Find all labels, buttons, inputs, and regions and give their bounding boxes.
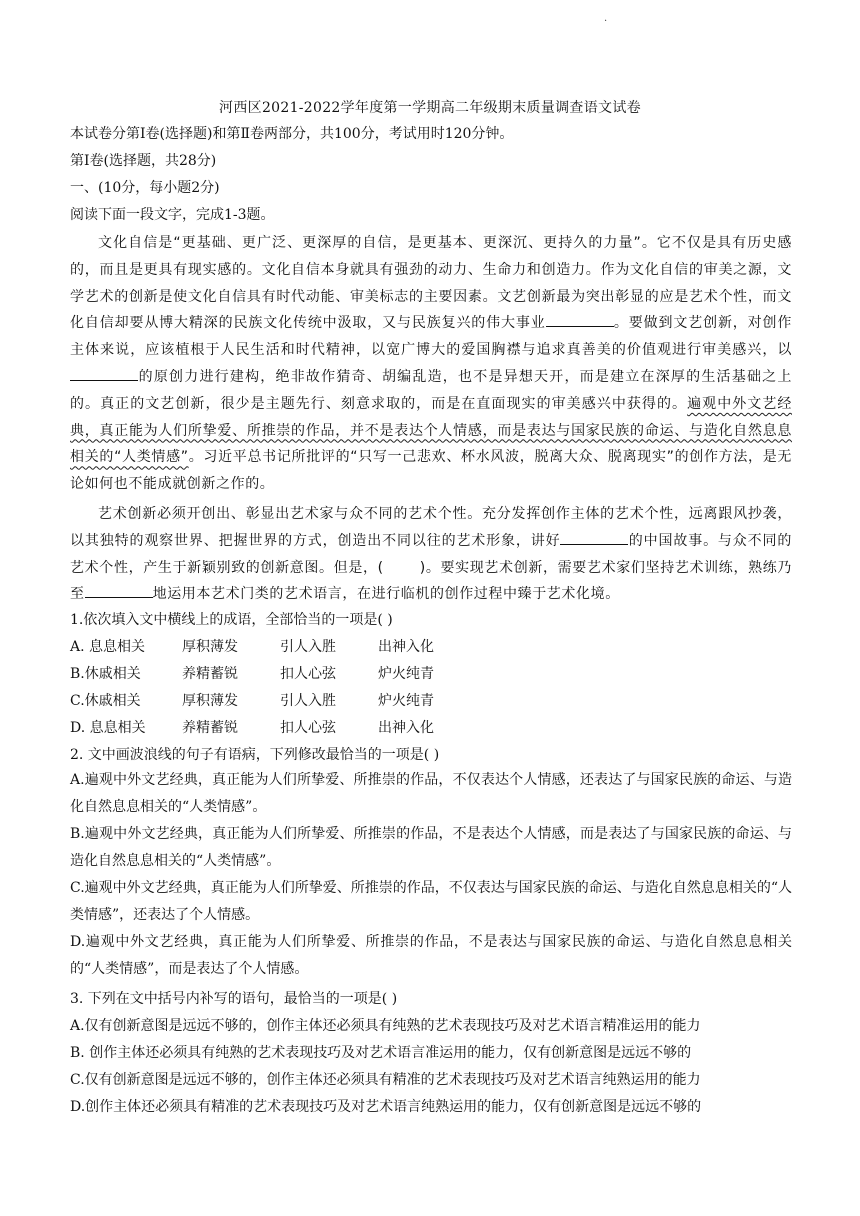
- header-dot: .: [604, 13, 608, 24]
- wavy-underlined-sentence: 遍观中外文艺经典，真正能为人们所挚爱、所推崇的作品，并不是表达个人情感，而是表达与国家民族的命运、与造化自然息息相关的“人类情感”: [70, 395, 792, 466]
- part-heading: 一、(10分，每小题2分): [70, 180, 220, 196]
- question-3-option-d: D.创作主体还必须具有精准的艺术表现技巧及对艺术语言纯熟运用的能力，仅有创新意图是远远不够的: [70, 1099, 702, 1115]
- fill-blank-1: [546, 310, 614, 327]
- question-2-option-c: C.遍观中外文艺经典，真正能为人们所挚爱、所推崇的作品，不仅表达与国家民族的命运、与造化自然息息相关的“人类情感”，还表达了个人情感。: [70, 880, 792, 923]
- question-2-option-d: D.遍观中外文艺经典，真正能为人们所挚爱、所推崇的作品，不是表达与国家民族的命运、与造化自然息息相关的“人类情感”，而是表达了个人情感。: [70, 934, 792, 977]
- option-text: 出神入化: [378, 639, 434, 655]
- fill-blank-2: [70, 364, 138, 381]
- option-text: 出神入化: [378, 720, 434, 736]
- passage-text: 地运用本艺术门类的艺术语言，在进行临机的创作过程中臻于艺术化境。: [152, 586, 620, 603]
- option-text: 炉火纯青: [378, 666, 434, 682]
- exam-title: 河西区2021-2022学年度第一学期高二年级期末质量调查语文试卷: [219, 100, 641, 116]
- option-text: 扣人心弦: [280, 666, 336, 682]
- option-text: 扣人心弦: [280, 720, 336, 736]
- passage-paragraph-1: [70, 230, 792, 498]
- fill-blank-4: [85, 581, 153, 598]
- option-text: 引人入胜: [280, 639, 336, 655]
- question-3-option-b: B. 创作主体还必须具有纯熟的艺术表现技巧及对艺术语言准运用的能力，仅有创新意图是远远不够的: [70, 1045, 692, 1061]
- passage-text: 艺术创新必须开创出、彰显出艺术家与众不同的艺术个性。充分发挥创作主体的艺术个性，远离跟风抄袭，以其独特的观察世界、把握世界的方式，创造出不同以往的艺术形象，讲好: [70, 506, 792, 549]
- passage-paragraph-2: [70, 501, 792, 608]
- option-text: D. 息息相关: [70, 720, 146, 736]
- option-text: 厚积薄发: [182, 693, 238, 709]
- question-3-option-a: A.仅有创新意图是远远不够的，创作主体还必须具有纯熟的艺术表现技巧及对艺术语言精准运用的能力: [70, 1018, 701, 1034]
- passage-text: 。要做到文艺创新，对创作主体来说，应该植根于人民生活和时代精神，以宽广博大的爱国胸襟与追求真善美的价值观进行审美感兴，以: [70, 315, 793, 359]
- question-2-option-b: B.遍观中外文艺经典，真正能为人们所挚爱、所推崇的作品，不是表达个人情感，而是表达了与国家民族的命运、与造化自然息息相关的“人类情感”。: [70, 826, 792, 869]
- option-text: 养精蓄锐: [182, 666, 238, 682]
- option-text: A. 息息相关: [70, 639, 146, 655]
- passage-text: 的中国故事。与众不同的艺术个性，产生于新颖别致的创新意图。但是，(: [70, 532, 792, 576]
- question-1-option-c: [70, 691, 434, 711]
- option-text: 引人入胜: [280, 693, 336, 709]
- passage-text: 。习近平总书记所批评的“只写一己悲欢、杯水风波，脱离大众、脱离现实”的创作方法，是无论如何也不能成就创新之作的。: [70, 449, 793, 493]
- question-2-stem: 2. 文中画波浪线的句子有语病，下列修改最恰当的一项是( ): [70, 747, 440, 763]
- question-1-stem: 1.依次填入文中横线上的成语，全部恰当的一项是( ): [70, 612, 393, 628]
- option-text: 炉火纯青: [378, 693, 434, 709]
- exam-intro: 本试卷分第Ⅰ卷(选择题)和第Ⅱ卷两部分，共100分，考试用时120分钟。: [70, 126, 514, 142]
- option-text: 厚积薄发: [182, 639, 238, 655]
- passage-text: )。要实现艺术创新，需要艺术家们坚持艺术训练，熟练乃至: [70, 559, 792, 603]
- passage-text: 的原创力进行建构，绝非故作猜奇、胡编乱造，也不是异想天开，而是建立在深厚的生活基础之上的。真正的文艺创新，很少是主题先行、刻意求取的，而是在直面现实的审美感兴中获得的。: [70, 368, 792, 412]
- section-heading: 第Ⅰ卷(选择题，共28分): [70, 153, 217, 169]
- passage-text: 文化自信是“更基础、更广泛、更深厚的自信，是更基本、更深沉、更持久的力量”。它不仅是具有历史感的，而且是更具有现实感的。文化自信本身就具有强劲的动力、生命力和创造力。作为文化自信的审美之源，文学艺术的创新是使文化自信具有时代动能、审美标志的主要因素。文艺创新最为突出彰显的应是艺术个性，而文化自信却要从博大精深的民族文化传统中汲取，又与民族复兴的伟大事业: [70, 235, 792, 332]
- question-1-option-b: [70, 664, 434, 684]
- fill-blank-3: [560, 528, 628, 545]
- question-1-option-a: [70, 637, 434, 657]
- option-text: B.休戚相关: [70, 666, 141, 682]
- reading-instruction: 阅读下面一段文字，完成1-3题。: [70, 207, 275, 223]
- question-1-option-d: [70, 718, 434, 738]
- question-3-stem: 3. 下列在文中括号内补写的语句，最恰当的一项是( ): [70, 991, 398, 1007]
- question-2-option-a: A.遍观中外文艺经典，真正能为人们所挚爱、所推崇的作品，不仅表达个人情感，还表达了与国家民族的命运、与造化自然息息相关的“人类情感”。: [70, 772, 792, 815]
- question-3-option-c: C.仅有创新意图是远远不够的，创作主体还必须具有精准的艺术表现技巧及对艺术语言纯熟运用的能力: [70, 1072, 701, 1088]
- option-text: C.休戚相关: [70, 693, 141, 709]
- option-text: 养精蓄锐: [182, 720, 238, 736]
